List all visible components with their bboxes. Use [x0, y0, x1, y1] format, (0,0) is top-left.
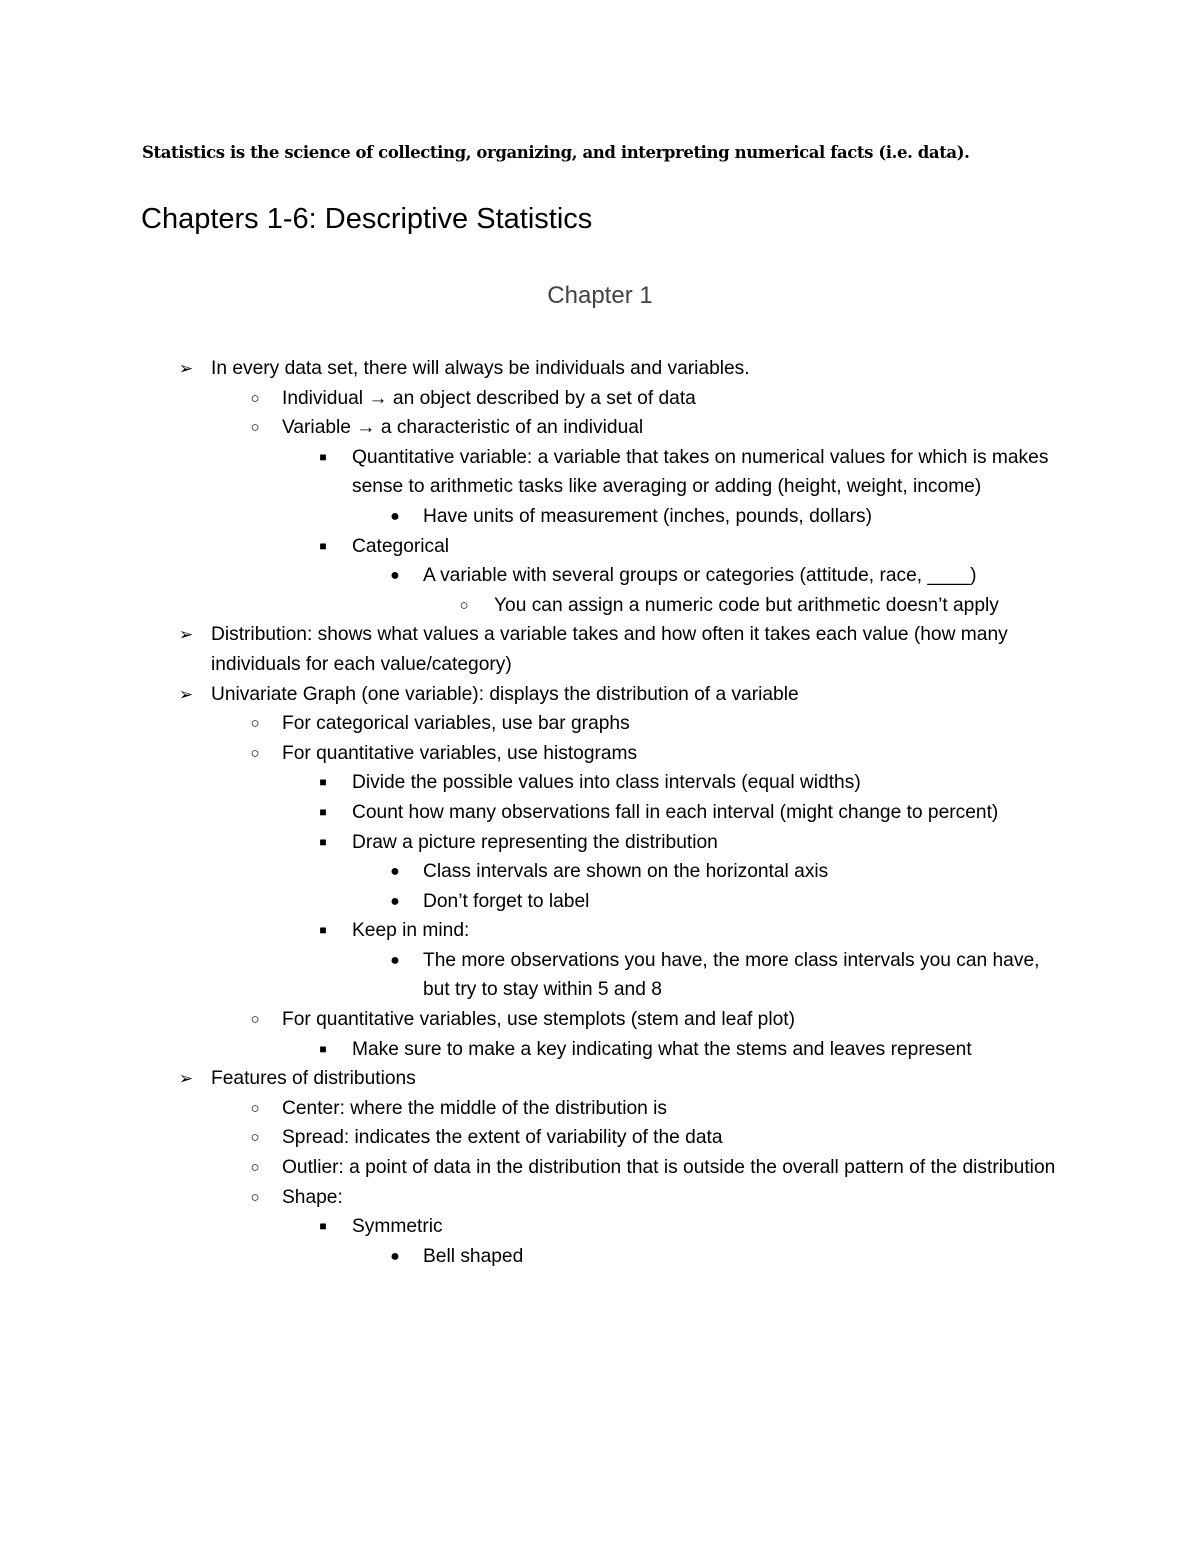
list-item — [0, 502, 1200, 532]
list-item — [0, 413, 1200, 443]
list-item-text: For quantitative variables, use stemplots (stem and leaf plot) — [282, 1009, 795, 1031]
circle-bullet-icon: ○ — [459, 596, 469, 614]
list-item — [0, 443, 1200, 502]
circle-bullet-icon: ○ — [250, 1188, 260, 1206]
circle-bullet-icon: ○ — [250, 1129, 260, 1147]
list-item — [0, 1064, 1200, 1094]
list-item-text: A variable with several groups or categories (attitude, race, ____) — [423, 565, 977, 587]
list-item — [0, 768, 1200, 798]
dot-bullet-icon: ● — [390, 863, 400, 881]
list-item — [0, 739, 1200, 769]
list-item-text: Quantitative variable: a variable that takes on numerical values for which is makes sense to arithmetic tasks like averaging or adding (height, weight, income) — [352, 446, 1049, 498]
dot-bullet-icon: ● — [390, 507, 400, 525]
list-item-text: Symmetric — [352, 1216, 443, 1238]
arrow-bullet-icon: ➢ — [178, 625, 194, 645]
list-item — [0, 532, 1200, 562]
square-bullet-icon: ■ — [319, 1041, 327, 1056]
list-item-text: Bell shaped — [423, 1245, 524, 1267]
list-item — [0, 1094, 1200, 1124]
intro-definition: Statistics is the science of collecting, organizing, and interpreting numerical facts (i.e. data). — [142, 143, 970, 162]
list-item-text: Variable → a characteristic of an individual — [282, 417, 644, 439]
chapter-heading: Chapter 1 — [547, 282, 653, 309]
list-item — [0, 916, 1200, 946]
list-item — [0, 680, 1200, 710]
list-item — [0, 887, 1200, 917]
list-item — [0, 620, 1200, 679]
list-item-text: You can assign a numeric code but arithmetic doesn’t apply — [494, 594, 999, 616]
circle-bullet-icon: ○ — [250, 1099, 260, 1117]
list-item-text: The more observations you have, the more class intervals you can have, but try to stay within 5 and 8 — [423, 949, 1040, 1001]
list-item-text: Keep in mind: — [352, 920, 470, 942]
arrow-bullet-icon: ➢ — [178, 1069, 194, 1089]
list-item — [0, 1153, 1200, 1183]
circle-bullet-icon: ○ — [250, 1159, 260, 1177]
list-item — [0, 946, 1200, 1005]
list-item-text: Have units of measurement (inches, pounds, dollars) — [423, 505, 872, 527]
list-item-text: Shape: — [282, 1186, 343, 1208]
list-item — [0, 798, 1200, 828]
square-bullet-icon: ■ — [319, 923, 327, 938]
list-item — [0, 828, 1200, 858]
list-item — [0, 1123, 1200, 1153]
square-bullet-icon: ■ — [319, 1219, 327, 1234]
circle-bullet-icon: ○ — [250, 715, 260, 733]
dot-bullet-icon: ● — [390, 567, 400, 585]
square-bullet-icon: ■ — [319, 775, 327, 790]
square-bullet-icon: ■ — [319, 804, 327, 819]
list-item-text: Center: where the middle of the distribution is — [282, 1097, 668, 1119]
square-bullet-icon: ■ — [319, 538, 327, 553]
list-item — [0, 591, 1200, 621]
list-item-text: Count how many observations fall in each interval (might change to percent) — [352, 801, 999, 823]
square-bullet-icon: ■ — [319, 449, 327, 464]
arrow-bullet-icon: ➢ — [178, 684, 194, 704]
list-item-text: Features of distributions — [211, 1068, 416, 1090]
list-item-text: Categorical — [352, 535, 450, 557]
square-bullet-icon: ■ — [319, 834, 327, 849]
list-item-text: For categorical variables, use bar graphs — [282, 713, 630, 735]
list-item — [0, 1212, 1200, 1242]
list-item — [0, 354, 1200, 384]
list-item-text: In every data set, there will always be individuals and variables. — [211, 358, 750, 379]
list-item-text: Outlier: a point of data in the distribution that is outside the overall pattern of the distribution — [282, 1157, 1056, 1179]
arrow-bullet-icon: ➢ — [178, 359, 194, 378]
dot-bullet-icon: ● — [390, 1247, 400, 1265]
list-item-text: Divide the possible values into class intervals (equal widths) — [352, 772, 861, 794]
list-item — [0, 384, 1200, 414]
list-item-text: Don’t forget to label — [423, 890, 590, 912]
list-item — [0, 709, 1200, 739]
section-heading: Chapters 1-6: Descriptive Statistics — [141, 203, 593, 235]
list-item — [0, 857, 1200, 887]
list-item-text: Individual → an object described by a set of data — [282, 387, 696, 409]
list-item-text: Class intervals are shown on the horizontal axis — [423, 861, 829, 883]
dot-bullet-icon: ● — [390, 892, 400, 910]
circle-bullet-icon: ○ — [250, 744, 260, 762]
dot-bullet-icon: ● — [390, 951, 400, 969]
list-item-text: Distribution: shows what values a variable takes and how often it takes each value (how many individuals for each value/category) — [211, 624, 1008, 675]
circle-bullet-icon: ○ — [250, 1011, 260, 1029]
list-item-text: Make sure to make a key indicating what the stems and leaves represent — [352, 1038, 972, 1060]
notes-outline — [0, 354, 1200, 1271]
list-item — [0, 1005, 1200, 1035]
list-item — [0, 1242, 1200, 1272]
list-item-text: Univariate Graph (one variable): displays the distribution of a variable — [211, 683, 799, 705]
list-item-text: Spread: indicates the extent of variability of the data — [282, 1127, 723, 1149]
circle-bullet-icon: ○ — [250, 419, 260, 437]
list-item-text: Draw a picture representing the distribution — [352, 831, 718, 853]
list-item-text: For quantitative variables, use histograms — [282, 742, 638, 764]
list-item — [0, 1035, 1200, 1065]
circle-bullet-icon: ○ — [250, 389, 260, 407]
list-item — [0, 1183, 1200, 1213]
list-item — [0, 561, 1200, 591]
